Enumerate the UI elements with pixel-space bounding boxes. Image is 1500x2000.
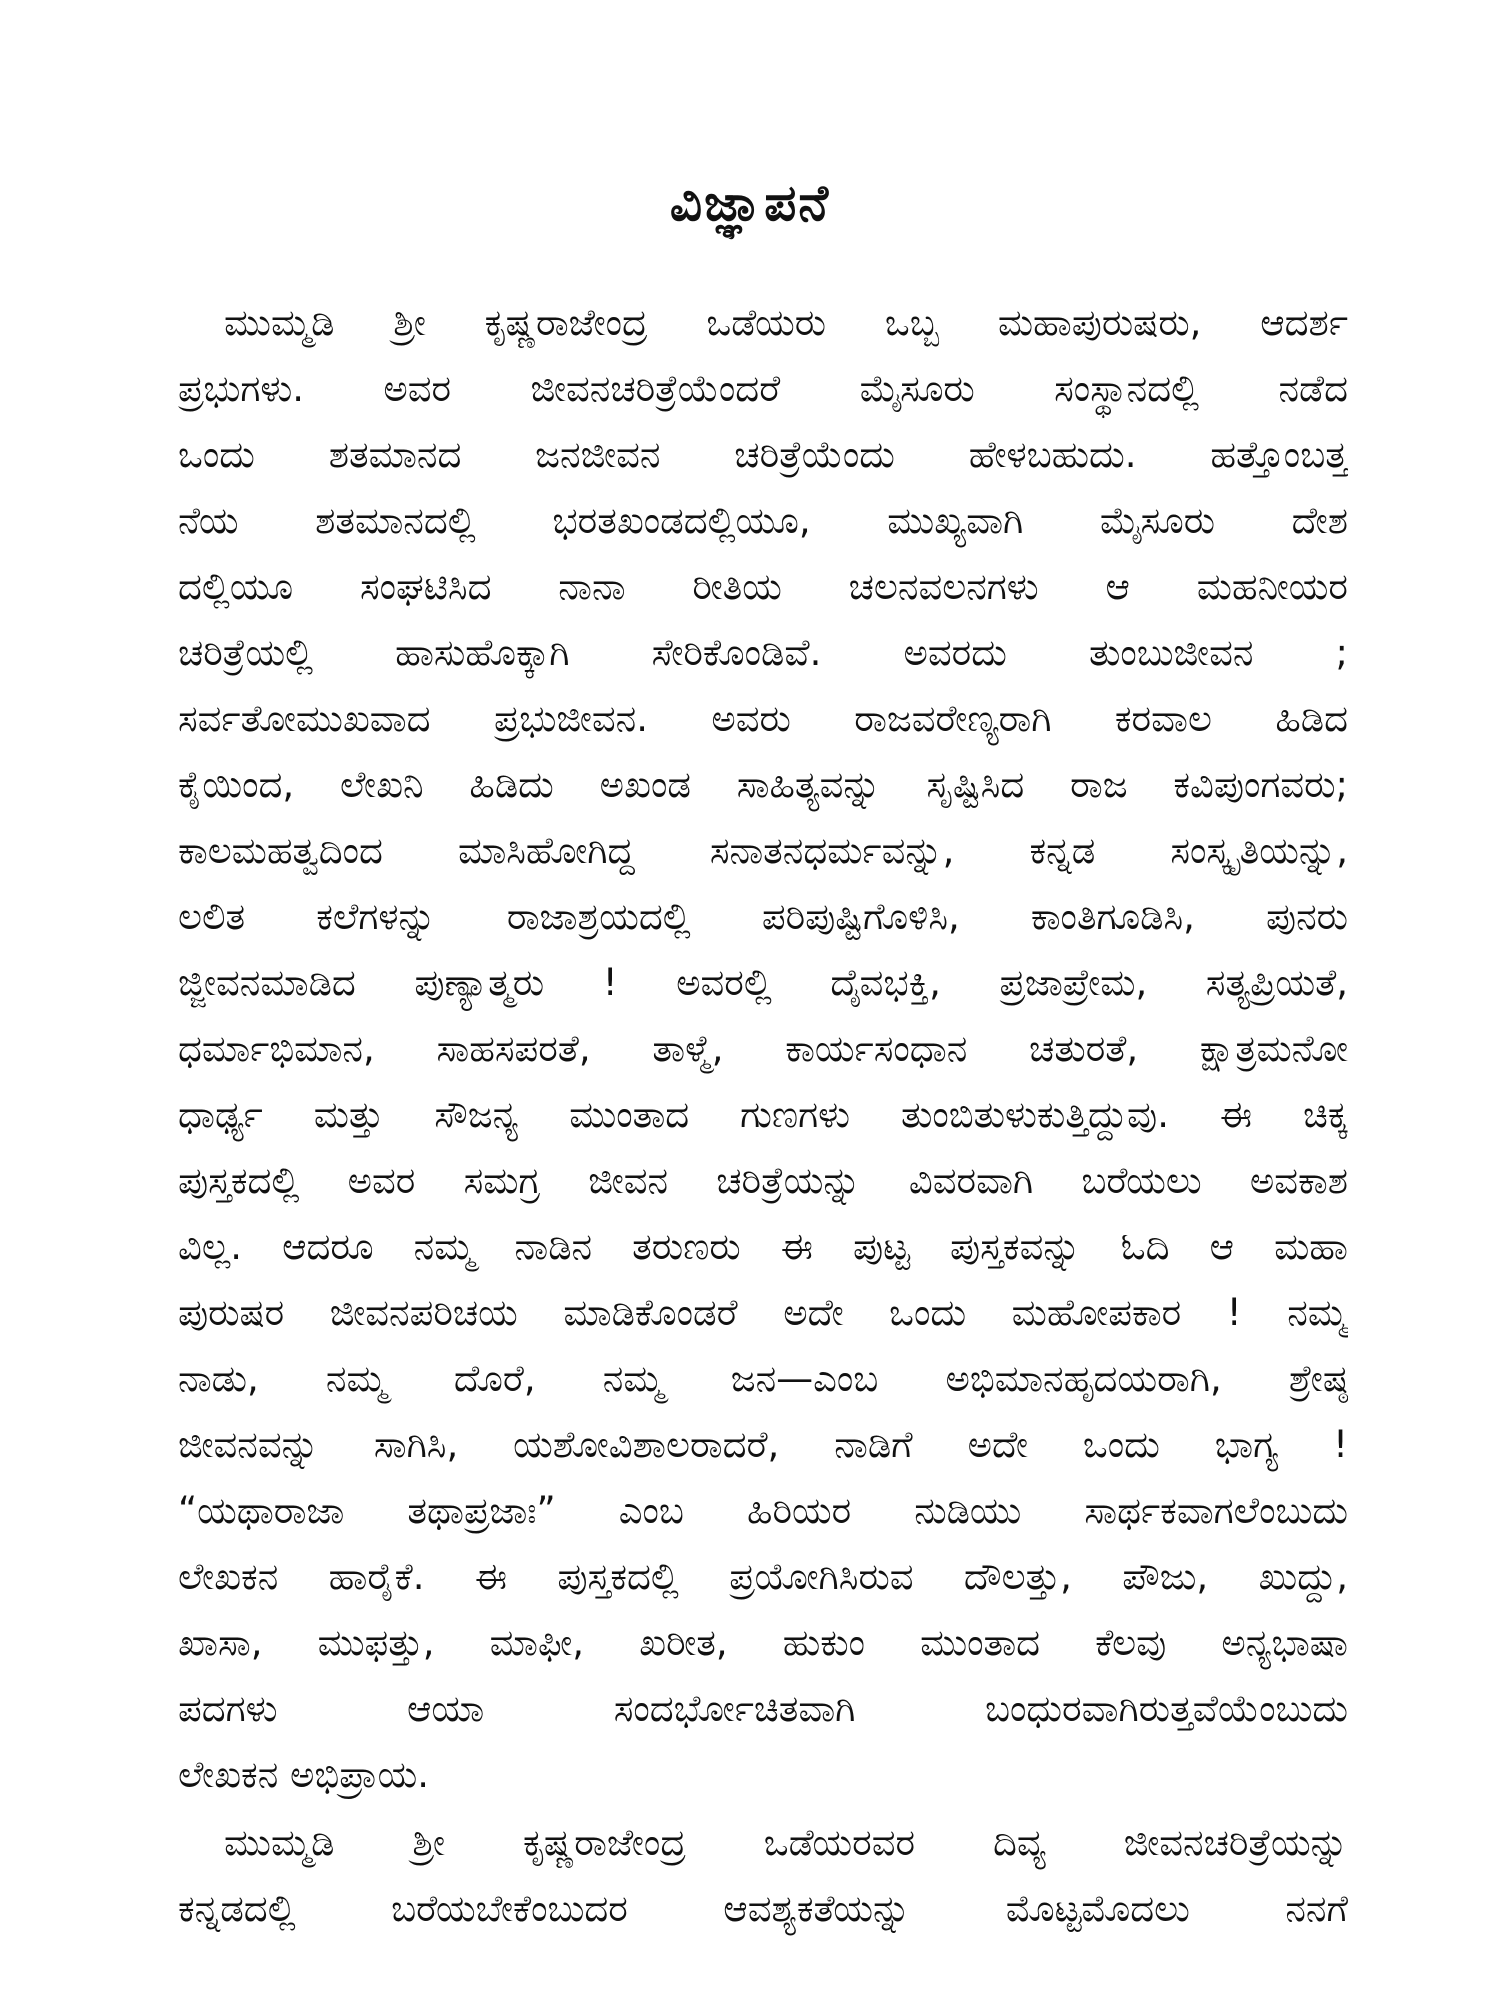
text-line: ದಲ್ಲಿಯೂ ಸಂಘಟಿಸಿದ ನಾನಾ ರೀತಿಯ ಚಲನವಲನಗಳು ಆ ಮಹನೀಯರ: [178, 565, 1348, 608]
text-line: ಒಂದು ಶತಮಾನದ ಜನಜೀವನ ಚರಿತ್ರೆಯೆಂದು ಹೇಳಬಹುದು. ಹತ್ತೊಂಬತ್ತ: [178, 433, 1348, 476]
paragraph-2: [178, 1810, 1348, 1942]
body-text: [178, 290, 1348, 1942]
text-line: ಲೇಖಕನ ಹಾರೈಕೆ. ಈ ಪುಸ್ತಕದಲ್ಲಿ ಪ್ರಯೋಗಿಸಿರುವ ದೌಲತ್ತು, ಪೌಜು, ಖುದ್ದು,: [178, 1555, 1348, 1598]
paragraph-1: [178, 290, 1348, 1808]
text-line: ಪದಗಳು ಆಯಾ ಸಂದರ್ಭೋಚಿತವಾಗಿ ಬಂಧುರವಾಗಿರುತ್ತವೆಯೆಂಬುದು: [178, 1687, 1348, 1730]
text-line: ಜೀವನವನ್ನು ಸಾಗಿಸಿ, ಯಶೋವಿಶಾಲರಾದರೆ, ನಾಡಿಗೆ ಅದೇ ಒಂದು ಭಾಗ್ಯ !: [178, 1423, 1348, 1466]
text-line: ಪುಸ್ತಕದಲ್ಲಿ ಅವರ ಸಮಗ್ರ ಜೀವನ ಚರಿತ್ರೆಯನ್ನು ವಿವರವಾಗಿ ಬರೆಯಲು ಅವಕಾಶ: [178, 1159, 1348, 1202]
text-line: ವಿಲ್ಲ. ಆದರೂ ನಮ್ಮ ನಾಡಿನ ತರುಣರು ಈ ಪುಟ್ಟ ಪುಸ್ತಕವನ್ನು ಓದಿ ಆ ಮಹಾ: [178, 1225, 1348, 1268]
text-line: ಚರಿತ್ರೆಯಲ್ಲಿ ಹಾಸುಹೊಕ್ಕಾಗಿ ಸೇರಿಕೊಂಡಿವೆ. ಅವರದು ತುಂಬುಜೀವನ ;: [178, 631, 1348, 674]
text-line: ಲೇಖಕನ ಅಭಿಪ್ರಾಯ.: [178, 1753, 430, 1796]
text-line: ಧರ್ಮಾಭಿಮಾನ, ಸಾಹಸಪರತೆ, ತಾಳ್ಮೆ, ಕಾರ್ಯಸಂಧಾನ ಚತುರತೆ, ಕ್ಷಾತ್ರಮನೋ: [178, 1027, 1348, 1070]
text-line: ಪುರುಷರ ಜೀವನಪರಿಚಯ ಮಾಡಿಕೊಂಡರೆ ಅದೇ ಒಂದು ಮಹೋಪಕಾರ ! ನಮ್ಮ: [178, 1291, 1348, 1334]
text-line: ಧಾರ್ಢ್ಯ ಮತ್ತು ಸೌಜನ್ಯ ಮುಂತಾದ ಗುಣಗಳು ತುಂಬಿತುಳುಕುತ್ತಿದ್ದುವು. ಈ ಚಿಕ್ಕ: [178, 1093, 1348, 1136]
text-line: ಕೈಯಿಂದ, ಲೇಖನಿ ಹಿಡಿದು ಅಖಂಡ ಸಾಹಿತ್ಯವನ್ನು ಸೃಷ್ಟಿಸಿದ ರಾಜ ಕವಿಪುಂಗವರು;: [178, 763, 1348, 806]
text-line: ಖಾಸಾ, ಮುಫತ್ತು, ಮಾಫೀ, ಖರೀತ, ಹುಕುಂ ಮುಂತಾದ ಕೆಲವು ಅನ್ಯಭಾಷಾ: [178, 1621, 1348, 1664]
text-line: ಮುಮ್ಮಡಿ ಶ್ರೀ ಕೃಷ್ಣರಾಜೇಂದ್ರ ಒಡೆಯರವರ ದಿವ್ಯ ಜೀವನಚರಿತ್ರೆಯನ್ನು: [224, 1821, 1348, 1864]
page-title: ವಿಜ್ಞಾಪನೆ: [669, 174, 831, 232]
text-line: ಸರ್ವತೋಮುಖವಾದ ಪ್ರಭುಜೀವನ. ಅವರು ರಾಜವರೇಣ್ಯರಾಗಿ ಕರವಾಲ ಹಿಡಿದ: [178, 697, 1348, 740]
text-line: ನೆಯ ಶತಮಾನದಲ್ಲಿ ಭರತಖಂಡದಲ್ಲಿಯೂ, ಮುಖ್ಯವಾಗಿ ಮೈಸೂರು ದೇಶ: [178, 499, 1348, 542]
text-line: ನಾಡು, ನಮ್ಮ ದೊರೆ, ನಮ್ಮ ಜನ—ಎಂಬ ಅಭಿಮಾನಹೃದಯರಾಗಿ, ಶ್ರೇಷ್ಠ: [178, 1357, 1348, 1400]
text-line: ಪ್ರಭುಗಳು. ಅವರ ಜೀವನಚರಿತ್ರೆಯೆಂದರೆ ಮೈಸೂರು ಸಂಸ್ಥಾನದಲ್ಲಿ ನಡೆದ: [178, 367, 1348, 410]
text-line: ಕನ್ನಡದಲ್ಲಿ ಬರೆಯಬೇಕೆಂಬುದರ ಆವಶ್ಯಕತೆಯನ್ನು ಮೊಟ್ಟಮೊದಲು ನನಗೆ: [178, 1887, 1348, 1930]
text-line: ಲಲಿತ ಕಲೆಗಳನ್ನು ರಾಜಾಶ್ರಯದಲ್ಲಿ ಪರಿಪುಷ್ಟಿಗೊಳಿಸಿ, ಕಾಂತಿಗೂಡಿಸಿ, ಪುನರು: [178, 895, 1348, 938]
text-line: ಕಾಲಮಹತ್ವದಿಂದ ಮಾಸಿಹೋಗಿದ್ದ ಸನಾತನಧರ್ಮವನ್ನು, ಕನ್ನಡ ಸಂಸ್ಕೃತಿಯನ್ನು,: [178, 829, 1348, 872]
text-line: ಜ್ಜೀವನಮಾಡಿದ ಪುಣ್ಯಾತ್ಮರು ! ಅವರಲ್ಲಿ ದೈವಭಕ್ತಿ, ಪ್ರಜಾಪ್ರೇಮ, ಸತ್ಯಪ್ರಿಯತೆ,: [178, 961, 1348, 1004]
text-line: ಮುಮ್ಮಡಿ ಶ್ರೀ ಕೃಷ್ಣರಾಜೇಂದ್ರ ಒಡೆಯರು ಒಬ್ಬ ಮಹಾಪುರುಷರು, ಆದರ್ಶ: [224, 301, 1348, 344]
text-line: “ಯಥಾರಾಜಾ ತಥಾಪ್ರಜಾಃ” ಎಂಬ ಹಿರಿಯರ ನುಡಿಯು ಸಾರ್ಥಕವಾಗಲೆಂಬುದು: [178, 1489, 1348, 1532]
